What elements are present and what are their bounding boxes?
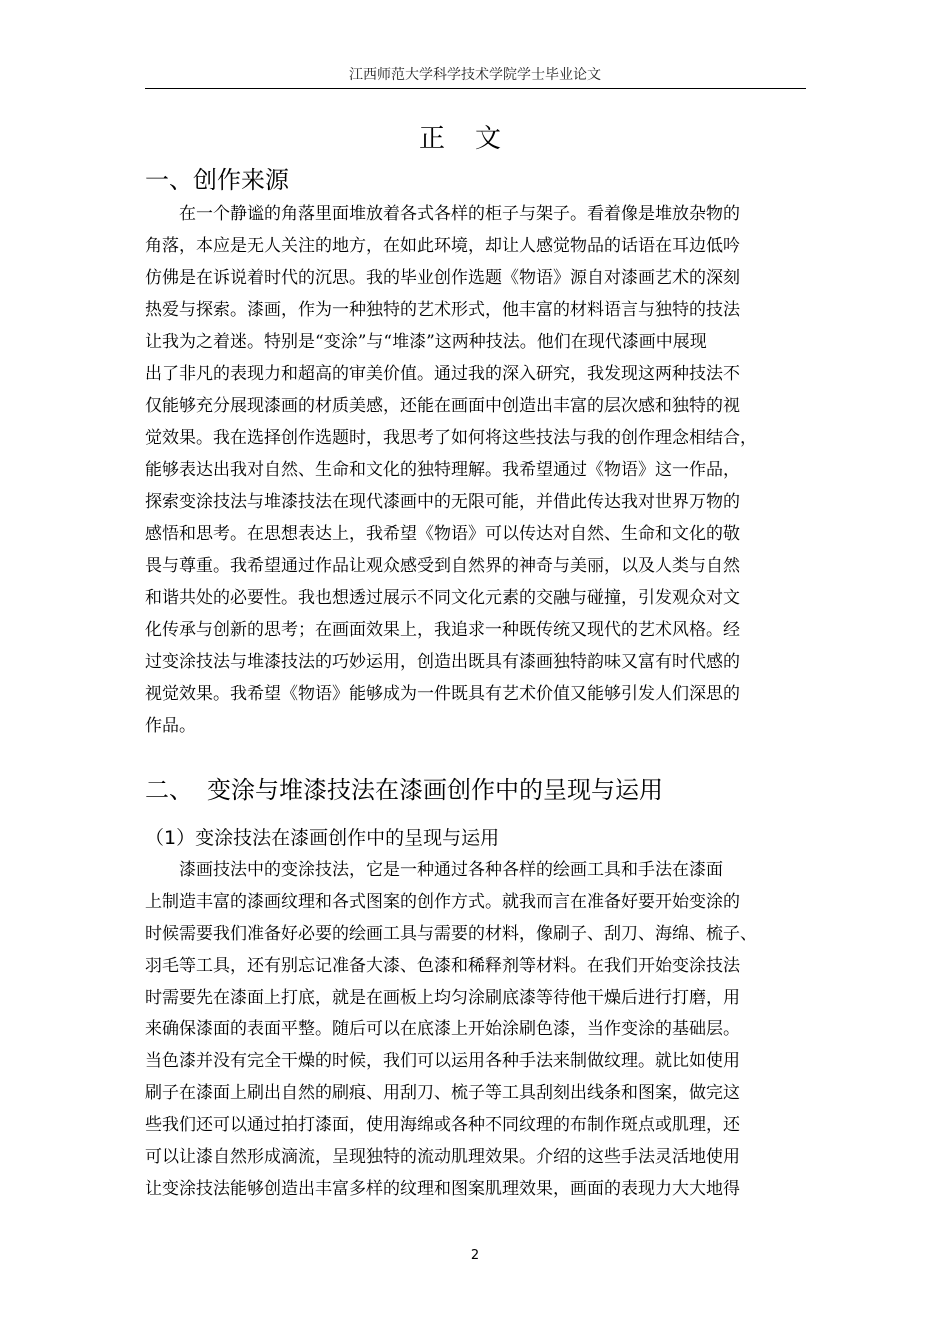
paragraph-line: 漆画技法中的变涂技法，它是一种通过各种各样的绘画工具和手法在漆面: [145, 860, 723, 880]
paragraph-line: 仿佛是在诉说着时代的沉思。我的毕业创作选题《物语》源自对漆画艺术的深刻: [145, 268, 740, 288]
main-title: 正文: [418, 124, 531, 154]
section2-subheading: （1）变涂技法在漆画创作中的呈现与运用: [145, 827, 500, 849]
paragraph-line: 刷子在漆面上刷出自然的刷痕、用刮刀、梳子等工具刮刻出线条和图案，做完这: [145, 1083, 740, 1104]
paragraph-line: 角落，本应是无人关注的地方，在如此环境，却让人感觉物品的话语在耳边低吟: [145, 236, 740, 256]
page-number: 2: [470, 1248, 480, 1263]
paragraph-line: 时候需要我们准备好必要的绘画工具与需要的材料，像刷子、刮刀、海绵、梳子、: [145, 923, 757, 944]
paragraph-line: 化传承与创新的思考；在画面效果上，我追求一种既传统又现代的艺术风格。经: [145, 620, 740, 640]
section2-heading-text: 变涂与堆漆技法在漆画创作中的呈现与运用: [207, 776, 663, 804]
paragraph-line: 畏与尊重。我希望通过作品让观众感受到自然界的神奇与美丽，以及人类与自然: [145, 556, 740, 576]
section2-heading-number: 二、: [145, 776, 193, 804]
paragraph-line: 来确保漆面的表面平整。随后可以在底漆上开始涂刷色漆，当作变涂的基础层。: [145, 1019, 740, 1040]
section2-body: [145, 855, 807, 1206]
paragraph-line: 感悟和思考。在思想表达上，我希望《物语》可以传达对自然、生命和文化的敬: [145, 524, 740, 544]
paragraph-line: 让变涂技法能够创造出丰富多样的纹理和图案肌理效果，画面的表现力大大地得: [145, 1178, 740, 1199]
paragraph-line: 时需要先在漆面上打底，就是在画板上均匀涂刷底漆等待他干燥后进行打磨，用: [145, 987, 740, 1008]
paragraph-line: 羽毛等工具，还有别忘记准备大漆、色漆和稀释剂等材料。在我们开始变涂技法: [145, 955, 740, 976]
page-header: 江西师范大学科学技术学院学士毕业论文: [349, 67, 601, 83]
paragraph-line: 当色漆并没有完全干燥的时候，我们可以运用各种手法来制做纹理。就比如使用: [145, 1051, 740, 1072]
paragraph-line: 过变涂技法与堆漆技法的巧妙运用，创造出既具有漆画独特韵味又富有时代感的: [145, 652, 740, 672]
paragraph-line: 觉效果。我在选择创作选题时，我思考了如何将这些技法与我的创作理念相结合，: [145, 428, 757, 448]
paragraph-line: 能够表达出我对自然、生命和文化的独特理解。我希望通过《物语》这一作品，: [145, 460, 740, 480]
section2-heading: [145, 770, 663, 805]
header-rule: [145, 88, 806, 89]
paragraph-line: 作品。: [145, 716, 196, 736]
paragraph-line: 视觉效果。我希望《物语》能够成为一件既具有艺术价值又能够引发人们深思的: [145, 684, 740, 704]
paragraph-line: 和谐共处的必要性。我也想透过展示不同文化元素的交融与碰撞，引发观众对文: [145, 588, 740, 608]
paragraph-line: 让我为之着迷。特别是“变涂”与“堆漆”这两种技法。他们在现代漆画中展现: [145, 332, 707, 352]
section1-heading: 一、创作来源: [145, 166, 289, 194]
paragraph-line: 在一个静谧的角落里面堆放着各式各样的柜子与架子。看着像是堆放杂物的: [145, 204, 740, 224]
section1-body: [145, 198, 807, 742]
paragraph-line: 可以让漆自然形成滴流，呈现独特的流动肌理效果。介绍的这些手法灵活地使用: [145, 1147, 740, 1168]
paragraph-line: 些我们还可以通过拍打漆面，使用海绵或各种不同纹理的布制作斑点或肌理，还: [145, 1115, 740, 1136]
paragraph-line: 上制造丰富的漆画纹理和各式图案的创作方式。就我而言在准备好要开始变涂的: [145, 891, 740, 912]
paragraph-line: 出了非凡的表现力和超高的审美价值。通过我的深入研究，我发现这两种技法不: [145, 364, 740, 384]
paragraph-line: 探索变涂技法与堆漆技法在现代漆画中的无限可能，并借此传达我对世界万物的: [145, 492, 740, 512]
paragraph-line: 仅能够充分展现漆画的材质美感，还能在画面中创造出丰富的层次感和独特的视: [145, 396, 740, 416]
paragraph-line: 热爱与探索。漆画，作为一种独特的艺术形式，他丰富的材料语言与独特的技法: [145, 300, 740, 320]
